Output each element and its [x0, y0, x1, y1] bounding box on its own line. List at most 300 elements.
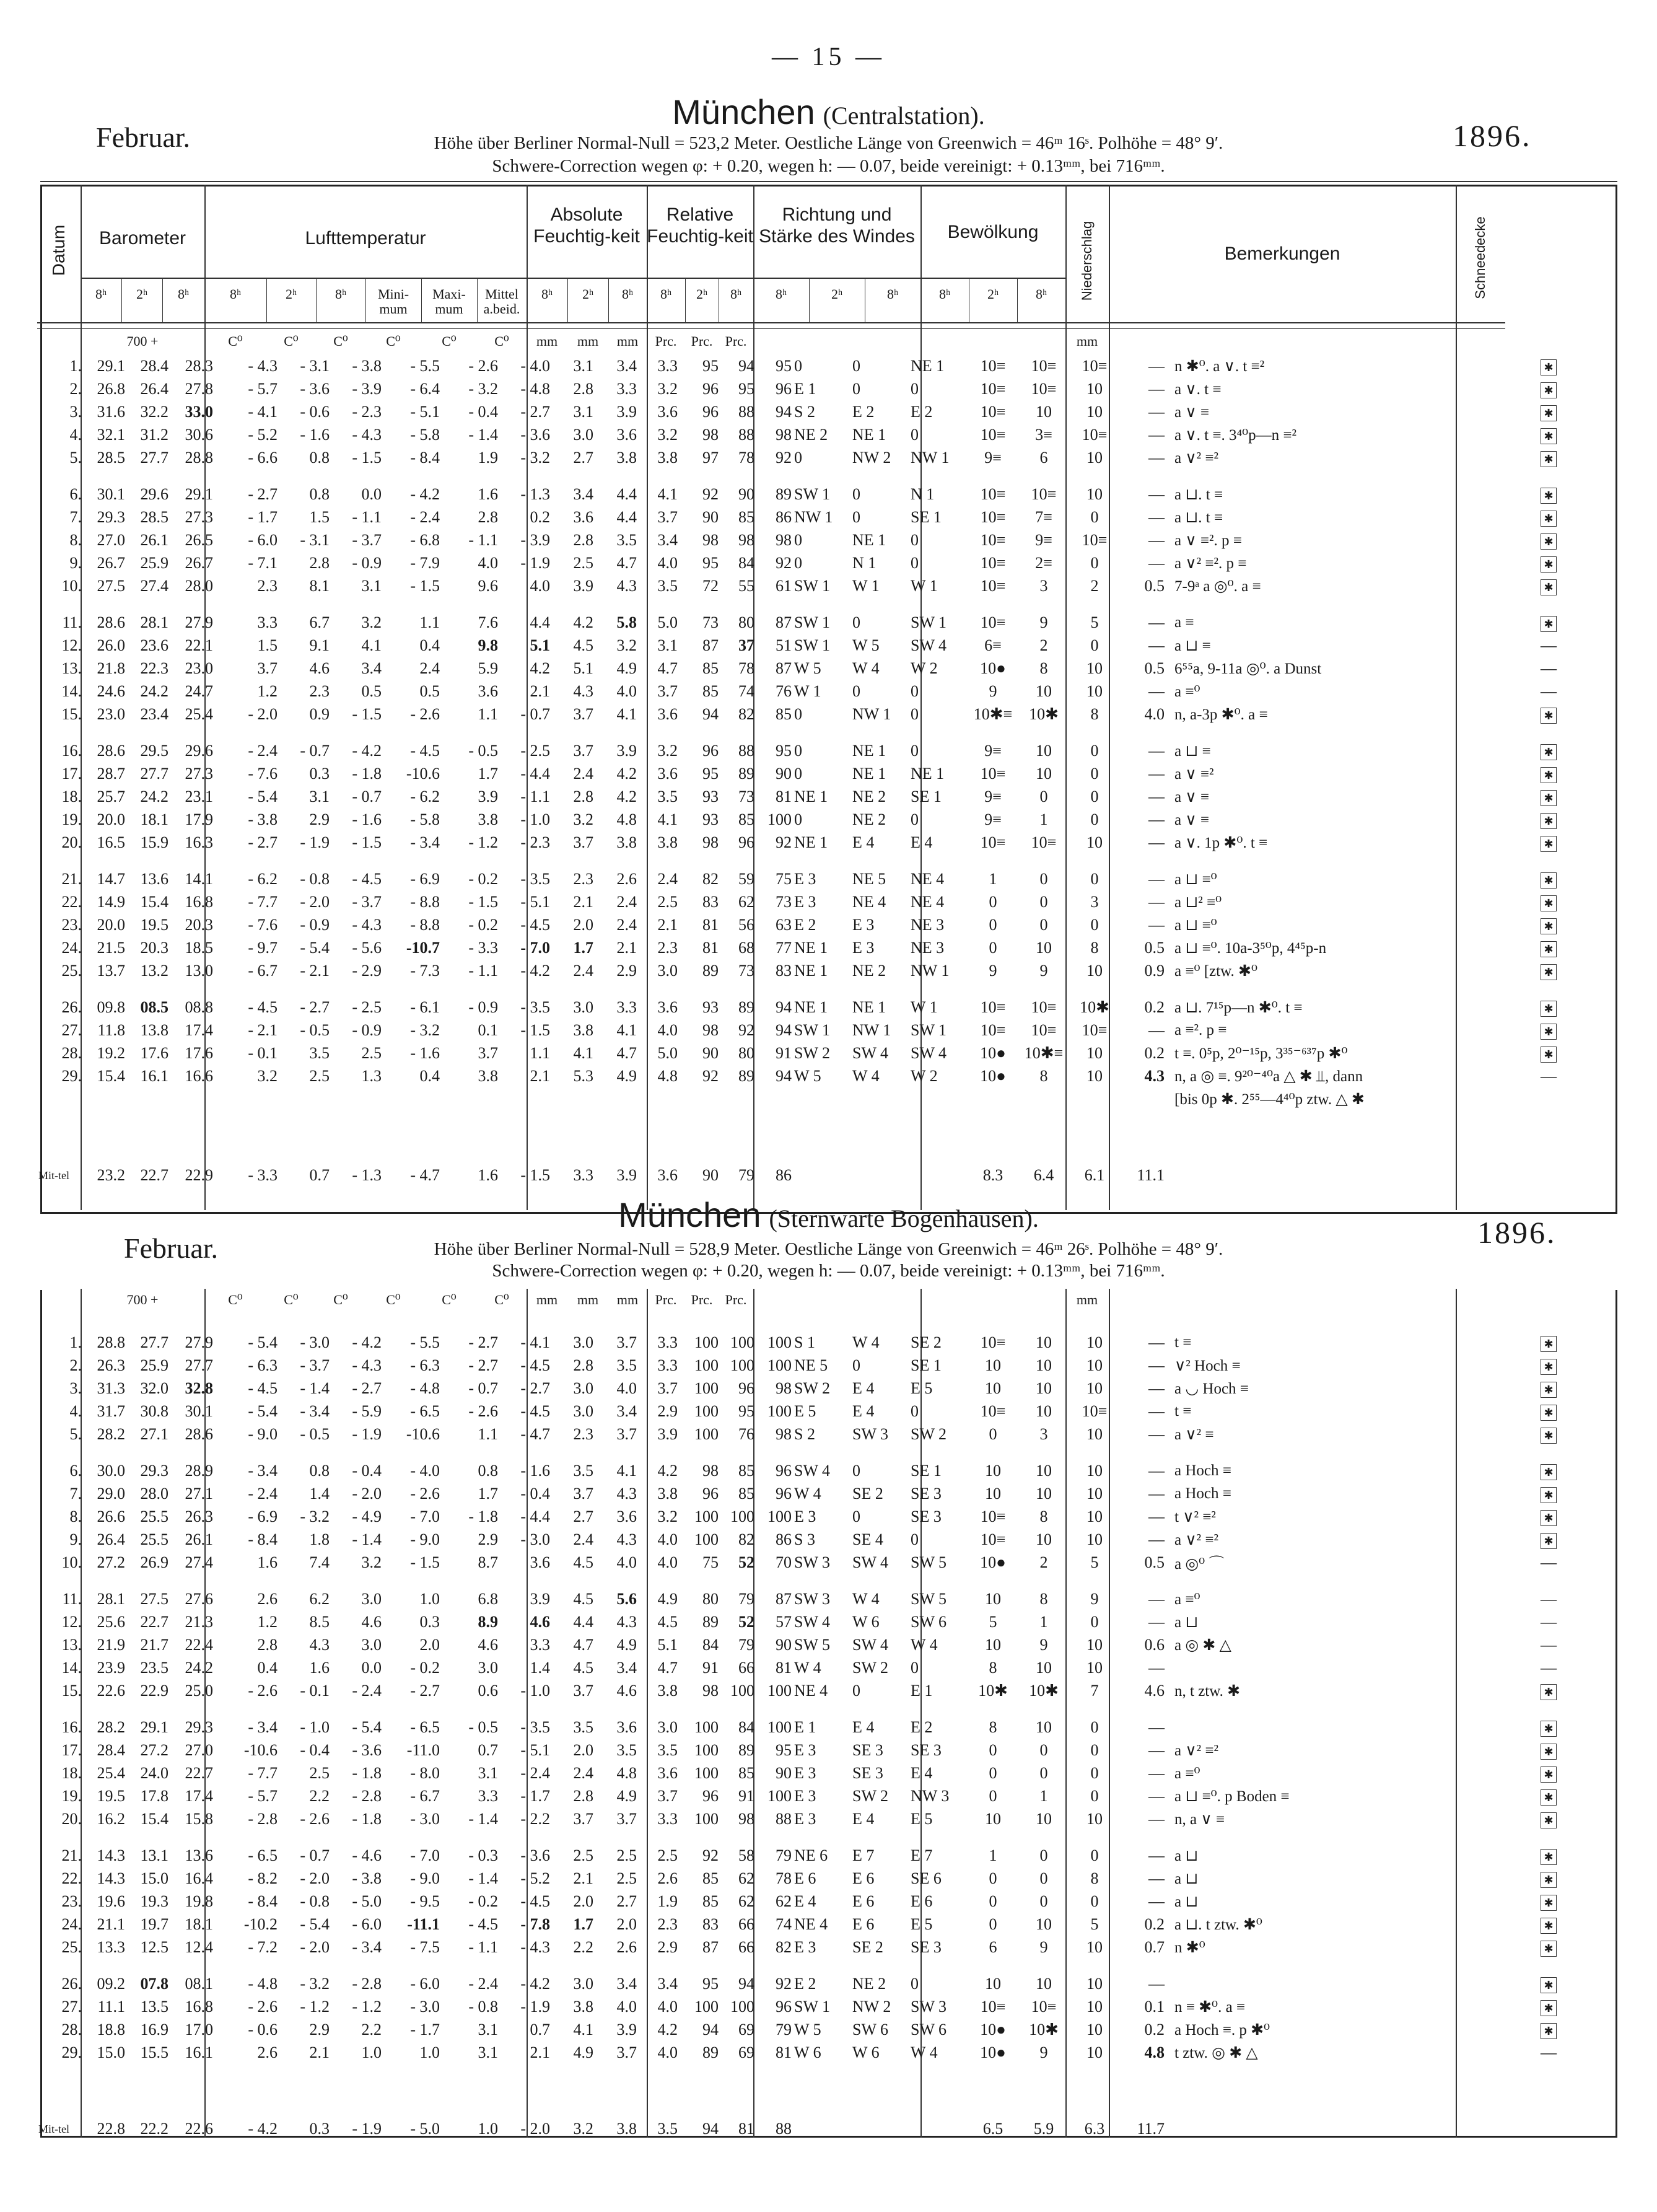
cell-2: 25.9: [140, 553, 168, 572]
cell-6: - 5.6: [352, 938, 382, 957]
cell-23: a Hoch ≡. p ✱⁰: [1174, 2021, 1270, 2039]
cell-6: 3.2: [361, 613, 382, 631]
cell-17: W 6: [852, 2043, 880, 2061]
cell-21: 10: [1086, 2020, 1103, 2039]
cell-4: - 2.6: [248, 1997, 278, 2016]
cell-5: 2.5: [309, 1066, 330, 1085]
cell-8: 1.9: [478, 448, 498, 467]
cell-14: 85: [738, 810, 754, 828]
cell-11: 3.3: [616, 998, 637, 1016]
cell-22: —: [1148, 402, 1165, 421]
cell-6: - 2.3: [352, 402, 382, 421]
gap-cell: [331, 1446, 383, 1459]
cell-12: [638, 1087, 679, 1110]
cell-22: —: [1148, 1356, 1165, 1374]
cell-10: 2.4: [573, 1530, 593, 1548]
cell-22: —: [1148, 636, 1165, 654]
cell-14: 90: [738, 485, 754, 503]
cell-18: NE 3: [911, 915, 945, 934]
snow-cover-cell: [1523, 1087, 1575, 1110]
cell-4: 1.2: [257, 1612, 278, 1631]
cell-23: [1166, 1972, 1523, 1995]
gap-cell: [638, 1702, 679, 1716]
table-row: [37, 611, 1575, 634]
cell-9: 0.7: [530, 2020, 550, 2039]
cell-10: 4.5: [573, 1658, 593, 1677]
snow-cover-cell: —: [1541, 1635, 1557, 1654]
cell-7: - 6.8: [410, 530, 440, 549]
cell-5: 0.8: [309, 448, 330, 467]
table-row: [37, 1716, 1575, 1739]
cell-15: 82: [776, 1938, 792, 1956]
cell-12: 3.7: [657, 682, 678, 700]
subheader-divider: [204, 279, 205, 322]
gap-cell: [720, 982, 756, 996]
cell-6: - 4.3: [352, 1356, 382, 1374]
cell-7: - 6.7: [410, 1786, 440, 1805]
cell-3: 08.1: [185, 1974, 213, 1993]
cell-6: 0.0: [361, 1658, 382, 1677]
cell-1: 28.6: [97, 741, 125, 760]
gap-cell: [551, 597, 595, 611]
cell-16: S 1: [794, 1333, 815, 1351]
cell-20: 10✱: [1029, 704, 1059, 723]
cell-15: 83: [776, 961, 792, 980]
cell-10: 3.0: [573, 1974, 593, 1993]
snow-cover-icon: ✱: [1541, 708, 1557, 724]
cell-16: E 4: [794, 1892, 816, 1910]
gap-cell: [383, 1830, 441, 1844]
cell-16: E 2: [794, 915, 816, 934]
cell-3: 28.3: [185, 356, 213, 375]
cell-15: 81: [776, 2043, 792, 2061]
cell-21: 0: [1090, 1718, 1099, 1736]
station-title: München (Centralstation).: [672, 92, 985, 131]
cell-19: 9≡: [984, 787, 1002, 805]
cell-19: 5: [989, 1612, 997, 1631]
cell-17: NE 1: [852, 530, 886, 549]
cell-4: - 4.1: [248, 402, 278, 421]
cell-14: 52: [738, 1553, 754, 1571]
cell-13: 92: [702, 1846, 719, 1864]
gap-cell: [679, 982, 720, 996]
cell-5: 2.9: [309, 2020, 330, 2039]
cell-22: —: [1148, 892, 1165, 911]
cell-6: 4.1: [361, 636, 382, 654]
gap-cell: [126, 1702, 170, 1716]
cell-5: 8.5: [309, 1612, 330, 1631]
cell-5: 2.9: [309, 810, 330, 828]
gap-cell: [1523, 1959, 1575, 1972]
cell-3: 28.8: [185, 448, 213, 467]
cell-1: 13.3: [97, 1938, 125, 1956]
gap-cell: [595, 1574, 638, 1587]
gap-cell: [1120, 1446, 1166, 1459]
cell-13: 93: [702, 998, 719, 1016]
snow-cover-cell: [1523, 551, 1575, 574]
cell-13: [679, 1087, 720, 1110]
table-row: [37, 354, 1575, 377]
cell-23: a ∨² ≡²: [1174, 1742, 1218, 1759]
table-row: [37, 1762, 1575, 1784]
cell-1: 23.0: [97, 704, 125, 723]
gap-cell: [83, 1702, 126, 1716]
cell-5: - 0.6: [300, 402, 330, 421]
cell-10: 2.8: [573, 1786, 593, 1805]
cell-8: - 0.4: [468, 402, 498, 421]
table-row: [37, 1019, 1575, 1042]
cell-4: - 4.5: [248, 1379, 278, 1397]
gap-cell: [720, 469, 756, 483]
snow-cover-cell: [1523, 1042, 1575, 1064]
cell-4: - 7.2: [248, 1938, 278, 1956]
cell-10: 3.0: [573, 1379, 593, 1397]
mittel-cell-6: - 1.3: [352, 1166, 382, 1184]
cell-3: 33.0: [185, 402, 213, 421]
cell-4: - 6.0: [248, 530, 278, 549]
cell-14: 66: [738, 1658, 754, 1677]
table-row: [37, 867, 1575, 890]
cell-22: 0.2: [1144, 1043, 1165, 1062]
cell-13: 94: [702, 704, 719, 723]
gap-cell: [551, 982, 595, 996]
cell-0: 8.: [69, 530, 82, 549]
cell-18: E 2: [911, 1718, 933, 1736]
cell-15: 100: [767, 810, 792, 828]
cell-22: —: [1148, 1379, 1165, 1397]
snow-cover-cell: —: [1541, 1589, 1557, 1608]
cell-21: 10: [1086, 659, 1103, 677]
cell-16: 0: [794, 704, 802, 723]
cell-6: - 1.1: [352, 507, 382, 526]
cell-11: 3.8: [616, 448, 637, 467]
cell-6: - 1.5: [352, 448, 382, 467]
unit-label-9: C⁰: [494, 333, 509, 349]
cell-11: 5.8: [616, 613, 637, 631]
gap-cell: [1120, 597, 1166, 611]
cell-7: [383, 1087, 441, 1110]
cell-9: - 4.5: [520, 1892, 550, 1910]
cell-5: - 2.0: [300, 1869, 330, 1887]
snow-cover-cell: [1523, 703, 1575, 726]
snow-cover-cell: [1523, 354, 1575, 377]
snow-cover-cell: [1523, 867, 1575, 890]
cell-1: 26.4: [97, 1530, 125, 1548]
gap-cell: [214, 597, 279, 611]
cell-19: 10: [985, 1589, 1001, 1608]
cell-2: 25.5: [140, 1507, 168, 1525]
cell-22: —: [1148, 1461, 1165, 1480]
gap-cell: [968, 1830, 1018, 1844]
gap-cell: [499, 1959, 551, 1972]
cell-12: 3.3: [657, 1333, 678, 1351]
station-info-line2: Schwere-Correction wegen φ: + 0.20, wegen h: — 0.07, beide vereinigt: + 0.13ᵐᵐ, bei 716ᵐᵐ.: [492, 156, 1165, 176]
gap-cell: [499, 1830, 551, 1844]
gap-cell: [679, 1959, 720, 1972]
cell-7: - 7.0: [410, 1507, 440, 1525]
cell-19: 10●: [980, 659, 1006, 677]
cell-17: W 6: [852, 1612, 880, 1631]
snow-cover-cell: [1523, 1482, 1575, 1505]
cell-13: 98: [702, 425, 719, 444]
cell-2: 26.1: [140, 530, 168, 549]
subheader-14: 2ʰ: [696, 286, 708, 302]
cell-3: 18.1: [185, 1915, 213, 1933]
gap-cell: [793, 597, 851, 611]
cell-0: 6.: [69, 1461, 82, 1480]
cell-13: 95: [702, 553, 719, 572]
cell-6: 3.0: [361, 1589, 382, 1608]
cell-4: - 7.1: [248, 553, 278, 572]
cell-14: 85: [738, 1461, 754, 1480]
cell-0: 26.: [61, 998, 82, 1016]
cell-10: 5.1: [573, 659, 593, 677]
cell-19: 10✱: [978, 1681, 1008, 1700]
cell-4: - 7.7: [248, 1763, 278, 1782]
cell-12: 2.1: [657, 915, 678, 934]
cell-20: 9: [1039, 1635, 1048, 1654]
cell-5: 1.4: [309, 1484, 330, 1503]
cell-9: - 4.8: [520, 379, 550, 398]
mittel-cell-snow: [1523, 2107, 1575, 2151]
gap-cell: [1018, 1574, 1069, 1587]
cell-15: 96: [776, 1484, 792, 1503]
snow-cover-cell: [1523, 400, 1575, 423]
cell-6: - 1.5: [352, 833, 382, 851]
gap-cell: [170, 854, 214, 867]
cell-10: 2.5: [573, 1846, 593, 1864]
gap-cell: [1018, 1446, 1069, 1459]
gap-cell: [909, 1446, 968, 1459]
cell-22: —: [1148, 356, 1165, 375]
cell-18: NW 1: [911, 961, 950, 980]
cell-2: 31.2: [140, 425, 168, 444]
cell-3: 23.1: [185, 787, 213, 805]
cell-22: —: [1148, 1658, 1165, 1677]
cell-9: - 1.7: [520, 1786, 550, 1805]
cell-0: [37, 1087, 83, 1110]
cell-2: 28.5: [140, 507, 168, 526]
cell-3: 08.8: [185, 998, 213, 1016]
cell-10: 2.1: [573, 1869, 593, 1887]
mittel-cell-10: 3.2: [573, 2120, 593, 2138]
cell-10: 1.7: [573, 938, 593, 957]
subheader-5: 2ʰ: [285, 286, 297, 302]
cell-22: —: [1148, 1718, 1165, 1736]
cell-6: 1.3: [361, 1066, 382, 1085]
snow-cover-icon: ✱: [1541, 1487, 1557, 1503]
cell-23: a ◎⁰ ⌒: [1174, 1555, 1225, 1573]
unit-label-22: mm: [1076, 333, 1098, 349]
gap-cell: [37, 1574, 83, 1587]
cell-8: - 1.1: [468, 961, 498, 980]
gap-cell: [1166, 1702, 1523, 1716]
cell-3: 26.7: [185, 553, 213, 572]
cell-12: 3.7: [657, 1786, 678, 1805]
cell-10: 4.4: [573, 1612, 593, 1631]
cell-10: 4.2: [573, 613, 593, 631]
cell-11: 3.6: [616, 1507, 637, 1525]
subheader-divider: [121, 279, 122, 322]
unit-label-4: C⁰: [228, 1292, 243, 1307]
cell-19: 6≡: [984, 636, 1002, 654]
cell-22: —: [1148, 379, 1165, 398]
cell-18: 0: [911, 1402, 919, 1420]
cell-16: W 1: [794, 682, 821, 700]
cell-20: 1: [1039, 1786, 1048, 1805]
gap-cell: [793, 726, 851, 739]
subheader-divider: [685, 279, 686, 322]
cell-21: 0: [1090, 553, 1099, 572]
cell-9: 3.6: [530, 1553, 550, 1571]
cell-17: E 4: [852, 1718, 875, 1736]
cell-10: 4.1: [573, 2020, 593, 2039]
cell-10: 3.8: [573, 1020, 593, 1039]
cell-19: 0: [989, 1763, 997, 1782]
cell-13: 85: [702, 659, 719, 677]
gap-cell: [756, 726, 793, 739]
cell-3: 22.7: [185, 1763, 213, 1782]
cell-9: - 0.4: [520, 1484, 550, 1503]
cell-14: 100: [730, 1333, 754, 1351]
cell-12: 4.0: [657, 1020, 678, 1039]
gap-cell: [851, 854, 909, 867]
cell-11: 4.4: [616, 485, 637, 503]
snow-cover-cell: [1523, 1972, 1575, 1995]
cell-5: - 1.2: [300, 1997, 330, 2016]
cell-3: 26.5: [185, 530, 213, 549]
cell-20: 10: [1036, 402, 1052, 421]
cell-10: 4.3: [573, 682, 593, 700]
cell-18: NE 1: [911, 764, 945, 783]
cell-20: 10≡: [1031, 998, 1057, 1016]
cell-0: 8.: [69, 1507, 82, 1525]
cell-8: - 1.5: [468, 892, 498, 911]
data-table: [37, 1331, 1575, 2151]
cell-9: - 4.1: [520, 1333, 550, 1351]
cell-4: - 5.4: [248, 1402, 278, 1420]
cell-11: 4.8: [616, 810, 637, 828]
gap-cell: [383, 469, 441, 483]
cell-23: n, t ztw. ✱: [1174, 1682, 1241, 1700]
cell-19: 10●: [980, 2020, 1006, 2039]
table-row: [37, 1867, 1575, 1890]
cell-14: 66: [738, 1915, 754, 1933]
cell-14: 84: [738, 553, 754, 572]
cell-7: - 5.5: [410, 356, 440, 375]
cell-6: 2.2: [361, 2020, 382, 2039]
cell-7: - 5.8: [410, 810, 440, 828]
cell-17: E 2: [852, 402, 875, 421]
cell-13: 85: [702, 1869, 719, 1887]
cell-17: NE 4: [852, 892, 886, 911]
cell-22: 0.2: [1144, 1915, 1165, 1933]
cell-0: 12.: [61, 636, 82, 654]
cell-14: 89: [738, 1066, 754, 1085]
snow-cover-cell: [1523, 483, 1575, 506]
cell-16: NE 6: [794, 1846, 828, 1864]
gap-cell: [499, 1446, 551, 1459]
cell-23: a ⊔ ≡⁰. p Boden ≡: [1174, 1788, 1290, 1805]
subheader-divider: [316, 279, 317, 322]
cell-7: - 1.6: [410, 1043, 440, 1062]
snow-cover-cell: [1523, 785, 1575, 808]
gap-cell: [851, 469, 909, 483]
cell-13: 100: [694, 1333, 719, 1351]
cell-7: - 3.0: [410, 1997, 440, 2016]
cell-5: 4.6: [309, 659, 330, 677]
snow-cover-icon: ✱: [1541, 767, 1557, 783]
cell-9: 1.1: [530, 1043, 550, 1062]
cell-23: t ≡: [1174, 1333, 1192, 1351]
cell-23: a Hoch ≡: [1174, 1462, 1231, 1479]
cell-8: 3.0: [478, 1658, 498, 1677]
gap-cell: [1069, 1959, 1120, 1972]
cell-17: 0: [852, 356, 860, 375]
cell-6: - 5.9: [352, 1402, 382, 1420]
cell-17: SW 2: [852, 1786, 889, 1805]
cell-19: 10≡: [980, 1530, 1006, 1548]
cell-11: 4.3: [616, 576, 637, 595]
page-number: — 15 —: [772, 43, 885, 71]
mittel-cell-22: 11.1: [1137, 1166, 1165, 1184]
cell-15: 98: [776, 1379, 792, 1397]
cell-12: 4.8: [657, 1066, 678, 1085]
table-row: [37, 1936, 1575, 1959]
cell-22: —: [1148, 1589, 1165, 1608]
cell-20: 10: [1036, 682, 1052, 700]
cell-14: 100: [730, 1997, 754, 2016]
cell-20: 8: [1039, 1507, 1048, 1525]
snow-cover-cell: [1523, 1400, 1575, 1423]
cell-17: W 4: [852, 1066, 880, 1085]
cell-16: SW 1: [794, 485, 831, 503]
gap-cell: [756, 469, 793, 483]
cell-23: n ✱⁰: [1174, 1939, 1205, 1956]
cell-4: - 6.5: [248, 1846, 278, 1864]
snow-cover-cell: [1523, 611, 1575, 634]
cell-19: 10≡: [980, 998, 1006, 1016]
gap-cell: [279, 597, 331, 611]
cell-6: - 4.5: [352, 869, 382, 888]
cell-8: - 4.5: [468, 1915, 498, 1933]
cell-20: 10✱≡: [1024, 1043, 1064, 1062]
cell-15: 76: [776, 682, 792, 700]
cell-12: 3.5: [657, 787, 678, 805]
cell-22: —: [1148, 1809, 1165, 1828]
cell-3: [170, 1087, 214, 1110]
cell-15: 77: [776, 938, 792, 957]
cell-15: 73: [776, 892, 792, 911]
cell-20: 3: [1039, 1424, 1048, 1443]
cell-23: a ⊔ ≡⁰. 10a-3⁵⁰p, 4⁴⁵p-n: [1174, 939, 1327, 957]
cell-1: 18.8: [97, 2020, 125, 2039]
cell-13: 100: [694, 1809, 719, 1828]
cell-7: 0.3: [419, 1612, 440, 1631]
cell-10: 2.8: [573, 1356, 593, 1374]
cell-3: 12.4: [185, 1938, 213, 1956]
gap-cell: [279, 982, 331, 996]
cell-2: 15.4: [140, 892, 168, 911]
cell-22: —: [1148, 1424, 1165, 1443]
snow-cover-cell: [1523, 506, 1575, 529]
snow-cover-icon: ✱: [1541, 1895, 1557, 1911]
cell-18: 0: [911, 810, 919, 828]
table-row: [37, 1656, 1575, 1679]
cell-14: 73: [738, 787, 754, 805]
cell-18: E 4: [911, 1763, 933, 1782]
cell-17: E 7: [852, 1846, 875, 1864]
